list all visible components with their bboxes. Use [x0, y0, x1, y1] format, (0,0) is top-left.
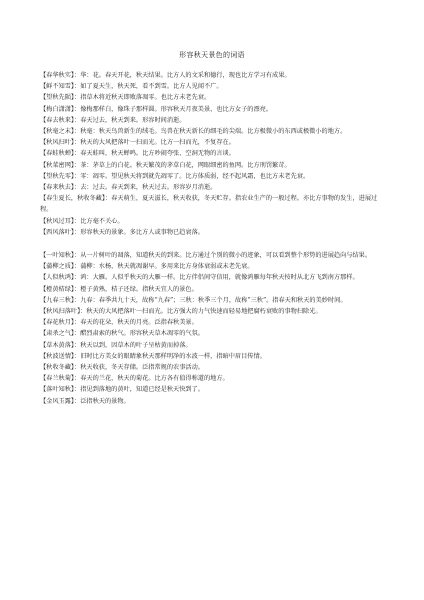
idiom-entry	[40, 148, 384, 159]
idiom-term: 【春生夏长，秋收冬藏】	[40, 195, 105, 203]
idiom-term: 【望秋先陨】	[40, 94, 75, 102]
idiom-entry	[40, 317, 384, 328]
idiom-definition: ：鸿：大雁。人似乎秋天的大雁一样。比方伴侣间守信用，就像鸿雁每年秋天按时从北方飞到南方那样。	[74, 274, 359, 282]
idiom-definition: ：秋天的大风把落叶一扫而光。比方一扫而光，不复存在。	[74, 139, 235, 147]
idiom-definition: ：泛指秋天的景物。	[74, 397, 130, 405]
idiom-term: 【秋毫之末】	[40, 128, 75, 136]
idiom-entry	[40, 340, 384, 351]
idiom-term: 【九春三秋】	[40, 296, 75, 304]
idiom-entry	[40, 295, 384, 306]
idiom-definition: ：茶：茅草上的白花。秋天繁茂的茅草白花，网眼细密的鱼网。比方刑罚繁苛。	[74, 161, 291, 169]
idiom-term: 【秋菜密网】	[40, 161, 75, 169]
idiom-entry	[40, 216, 384, 227]
idiom-term: 【落叶知秋】	[40, 386, 75, 394]
idiom-definition: ：指草木将近秋天即败落凋零。也比方未老先衰。	[74, 94, 211, 102]
idiom-entry	[40, 384, 384, 395]
idiom-term: 【春去秋来】	[40, 116, 75, 124]
idiom-entry	[40, 70, 384, 81]
idiom-definition: ：华：花。春天开花，秋天结果。比方人的文采和德行，现也比方学习有成果。	[74, 72, 291, 79]
idiom-definition: ：旧时比方美女的眼睛象秋天那样明净的水波一样，指暗中眉目传情。	[74, 352, 266, 360]
idiom-term: 【草木黄落】	[40, 341, 75, 349]
idiom-entry	[40, 92, 384, 103]
idiom-entry	[40, 250, 384, 261]
document-title: 形容秋天景色的词语	[179, 51, 245, 59]
idiom-term: 【秋风过耳】	[40, 217, 75, 225]
idiom-definition: ：指见到落地的黄叶，知道已经是秋天快到了。	[74, 386, 204, 394]
section-gap	[40, 238, 384, 250]
idiom-term: 【春蛙秋蝉】	[40, 150, 75, 158]
idiom-term: 【橙黄桔绿】	[40, 285, 75, 293]
idiom-entry	[40, 284, 384, 295]
idiom-term: 【望秋先零】	[40, 172, 75, 180]
idiom-entry	[40, 306, 384, 317]
idiom-definition: ：醋烈肃索的秋气。形容秋天草木凋零的气氛。	[74, 330, 204, 338]
idiom-entry	[40, 351, 384, 362]
idiom-entry	[40, 373, 384, 384]
idiom-definition: ：春天的花朵，秋天的月亮。泛指春秋美景。	[74, 319, 198, 327]
idiom-entry	[40, 171, 384, 182]
idiom-definition: ：从一片树叶的凋落，知道秋天的到来。比方通过个别的微小的迹象，可以看到整个形势的进展趋向与结果。	[74, 252, 372, 260]
idiom-term: 【春华秋实】	[40, 72, 75, 79]
idiom-definition: ：秋天的大风把落叶一扫而光。比方强大的力气快速而轻易地把腐朽衰败的事物扫除光。	[80, 308, 322, 316]
idiom-definition: ：春天的兰花，秋天的菊花。比方各有值得称道的地方。	[74, 375, 229, 383]
idiom-definition: ：去：过去。春天到来，秋天过去。形容岁月消逝。	[74, 184, 217, 192]
idiom-entry	[40, 261, 384, 272]
idiom-term: 【一叶知秋】	[40, 252, 75, 260]
idiom-term: 【秋风扫叶】	[40, 139, 75, 147]
idiom-entry	[40, 227, 384, 238]
idiom-definition: ：秋天以到，因草木的叶子呈枯黄而掉落。	[74, 341, 192, 349]
idiom-term: 【春兰秋菊】	[40, 375, 75, 383]
idiom-entry	[40, 126, 384, 137]
idiom-term: 【金风玉露】	[40, 397, 75, 405]
idiom-entry	[40, 396, 384, 407]
idiom-definition: ：秋毫：秋天鸟兽新生的绒毛。鸟兽在秋天新长的细毛的尖端。比方极微小的东西或极微小的地方。	[74, 128, 347, 136]
idiom-entry	[40, 81, 384, 92]
idiom-term: 【秋收冬藏】	[40, 364, 75, 372]
idiom-definition: ：比方毫不关心。	[74, 217, 124, 225]
idiom-entry	[40, 362, 384, 373]
idiom-entry	[40, 328, 384, 339]
idiom-definition: ：蒲柳：水杨，秋天就凋谢早。多用来比方身体衰弱或未老先衰。	[74, 263, 254, 271]
idiom-definition: ：零：凋零。望见秋天将到就先凋零了。比方体质弱，经不起风霜，也比方未老先衰。	[74, 172, 310, 180]
idiom-definition: ：橙子黄熟，桔子还绿。指秋天宜人的景色。	[74, 285, 198, 293]
idiom-definition: ：春天蛙叫，秋天蝉鸣。比方吵闹夸张、空洞无物的言谈。	[74, 150, 235, 158]
idiom-term: 【鲜不知雪】	[40, 83, 75, 91]
idiom-definition: ：形容秋天的景象。多比方人或事物已趋衰落。	[74, 228, 204, 236]
idiom-term: 【梅白潇潇】	[40, 105, 75, 113]
idiom-definition: ：春天过去，秋天到来。形容时间消逝。	[74, 116, 186, 124]
idiom-definition: ：如了夏天生，秋天死，看不到雪。比方人见闻不广。	[74, 83, 223, 91]
idiom-entry	[40, 272, 384, 283]
idiom-entry	[40, 115, 384, 126]
idiom-entry	[40, 182, 384, 193]
idiom-term: 【春来秋去】	[40, 184, 75, 192]
idiom-definition: ：秋天收获，冬天存储。泛指常规的农事活动。	[74, 364, 204, 372]
idiom-definition: ：像梅那样白，像珠子那样圆。形容秋天月夜美景，也比方女子的漂亮。	[74, 105, 273, 113]
idiom-term: 【秋风扫落叶】	[40, 308, 81, 316]
idiom-entry	[40, 193, 384, 215]
idiom-term: 【春花秋月】	[40, 319, 75, 327]
idiom-term: 【秋波送情】	[40, 352, 75, 360]
idiom-term: 【肃杀之气】	[40, 330, 75, 338]
idiom-definition: ：春天萌生，夏天滋长，秋天收获，冬天贮存。指农业生产的一般过程。亦比方事物的发生，进展过程。	[40, 195, 378, 214]
idiom-term: 【西风落叶】	[40, 228, 75, 236]
idiom-definition: ：九春：春季共九十天，故称“九春”；三秋：秋季三个月，故称“三秋”。指春天和秋天的美妙时间。	[74, 296, 347, 304]
idiom-entry	[40, 104, 384, 115]
idiom-term: 【蒲柳之质】	[40, 263, 75, 271]
idiom-term: 【人似秋鸿】	[40, 274, 75, 282]
idiom-list-section-2	[40, 250, 384, 407]
idiom-entry	[40, 137, 384, 148]
idiom-entry	[40, 160, 384, 171]
idiom-list-section-1	[40, 70, 384, 238]
